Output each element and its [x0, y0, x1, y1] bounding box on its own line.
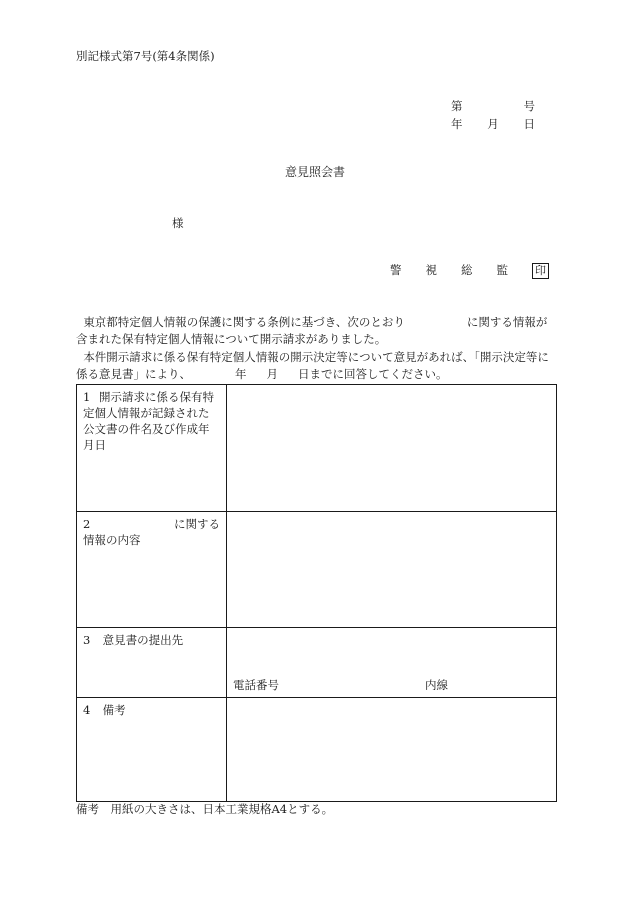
p2-after: 日までに回答してください。	[298, 367, 448, 381]
sender-char: 総	[461, 263, 473, 278]
document-number	[451, 100, 535, 114]
phone-label: 電話番号	[233, 678, 279, 692]
addressee: 様	[172, 216, 184, 230]
docno-suffix: 号	[523, 99, 535, 113]
paragraph-2	[76, 349, 557, 383]
table-row	[77, 512, 557, 628]
row-label-text: 備考	[102, 703, 126, 717]
row-number: 2	[83, 517, 91, 531]
extension-label: 内線	[425, 678, 448, 692]
row-number: 1	[83, 390, 91, 404]
row-label	[77, 628, 227, 698]
row-label	[77, 512, 227, 628]
p1-after: に関する情報が含まれた保有特定個人情報について開示請求がありました。	[76, 315, 548, 346]
row-value-cell	[227, 512, 557, 628]
row-value-cell	[227, 628, 557, 698]
p2-year: 年	[235, 367, 247, 381]
date-day: 日	[523, 117, 535, 131]
table-row	[77, 628, 557, 698]
p2-month: 月	[266, 367, 278, 381]
document-date	[451, 118, 535, 132]
row-label-text: 情報の内容	[83, 533, 141, 547]
p1-before: 東京都特定個人情報の保護に関する条例に基づき、次のとおり	[83, 315, 405, 329]
table-row	[77, 698, 557, 802]
row-label-right: に関する	[174, 517, 220, 531]
row-value-cell	[227, 698, 557, 802]
docno-prefix: 第	[451, 99, 463, 113]
date-year: 年	[451, 117, 463, 131]
row-label	[77, 698, 227, 802]
row-label-text: 開示請求に係る保有特定個人情報が記録された公文書の件名及び作成年月日	[83, 390, 214, 452]
sender-char: 警	[390, 263, 402, 278]
footnote: 備考 用紙の大きさは、日本工業規格A4とする。	[76, 802, 334, 816]
row-label-text: 意見書の提出先	[102, 633, 184, 647]
page-title: 意見照会書	[284, 165, 345, 179]
form-table	[76, 384, 557, 802]
sender	[390, 263, 549, 279]
row-number: 4	[83, 703, 91, 717]
row-number: 3	[83, 633, 91, 647]
row-label	[77, 385, 227, 512]
paragraph-1	[76, 314, 557, 348]
form-label: 別記様式第7号(第4条関係)	[76, 49, 215, 63]
sender-char: 監	[496, 263, 508, 278]
table-row	[77, 385, 557, 512]
date-month: 月	[487, 117, 499, 131]
p2-before: 本件開示請求に係る保有特定個人情報の開示決定等について意見があれば、「開示決定等に係る意見書」により、	[76, 350, 549, 381]
sender-char: 視	[425, 263, 437, 278]
row-value-cell	[227, 385, 557, 512]
seal-stamp: 印	[532, 263, 549, 279]
